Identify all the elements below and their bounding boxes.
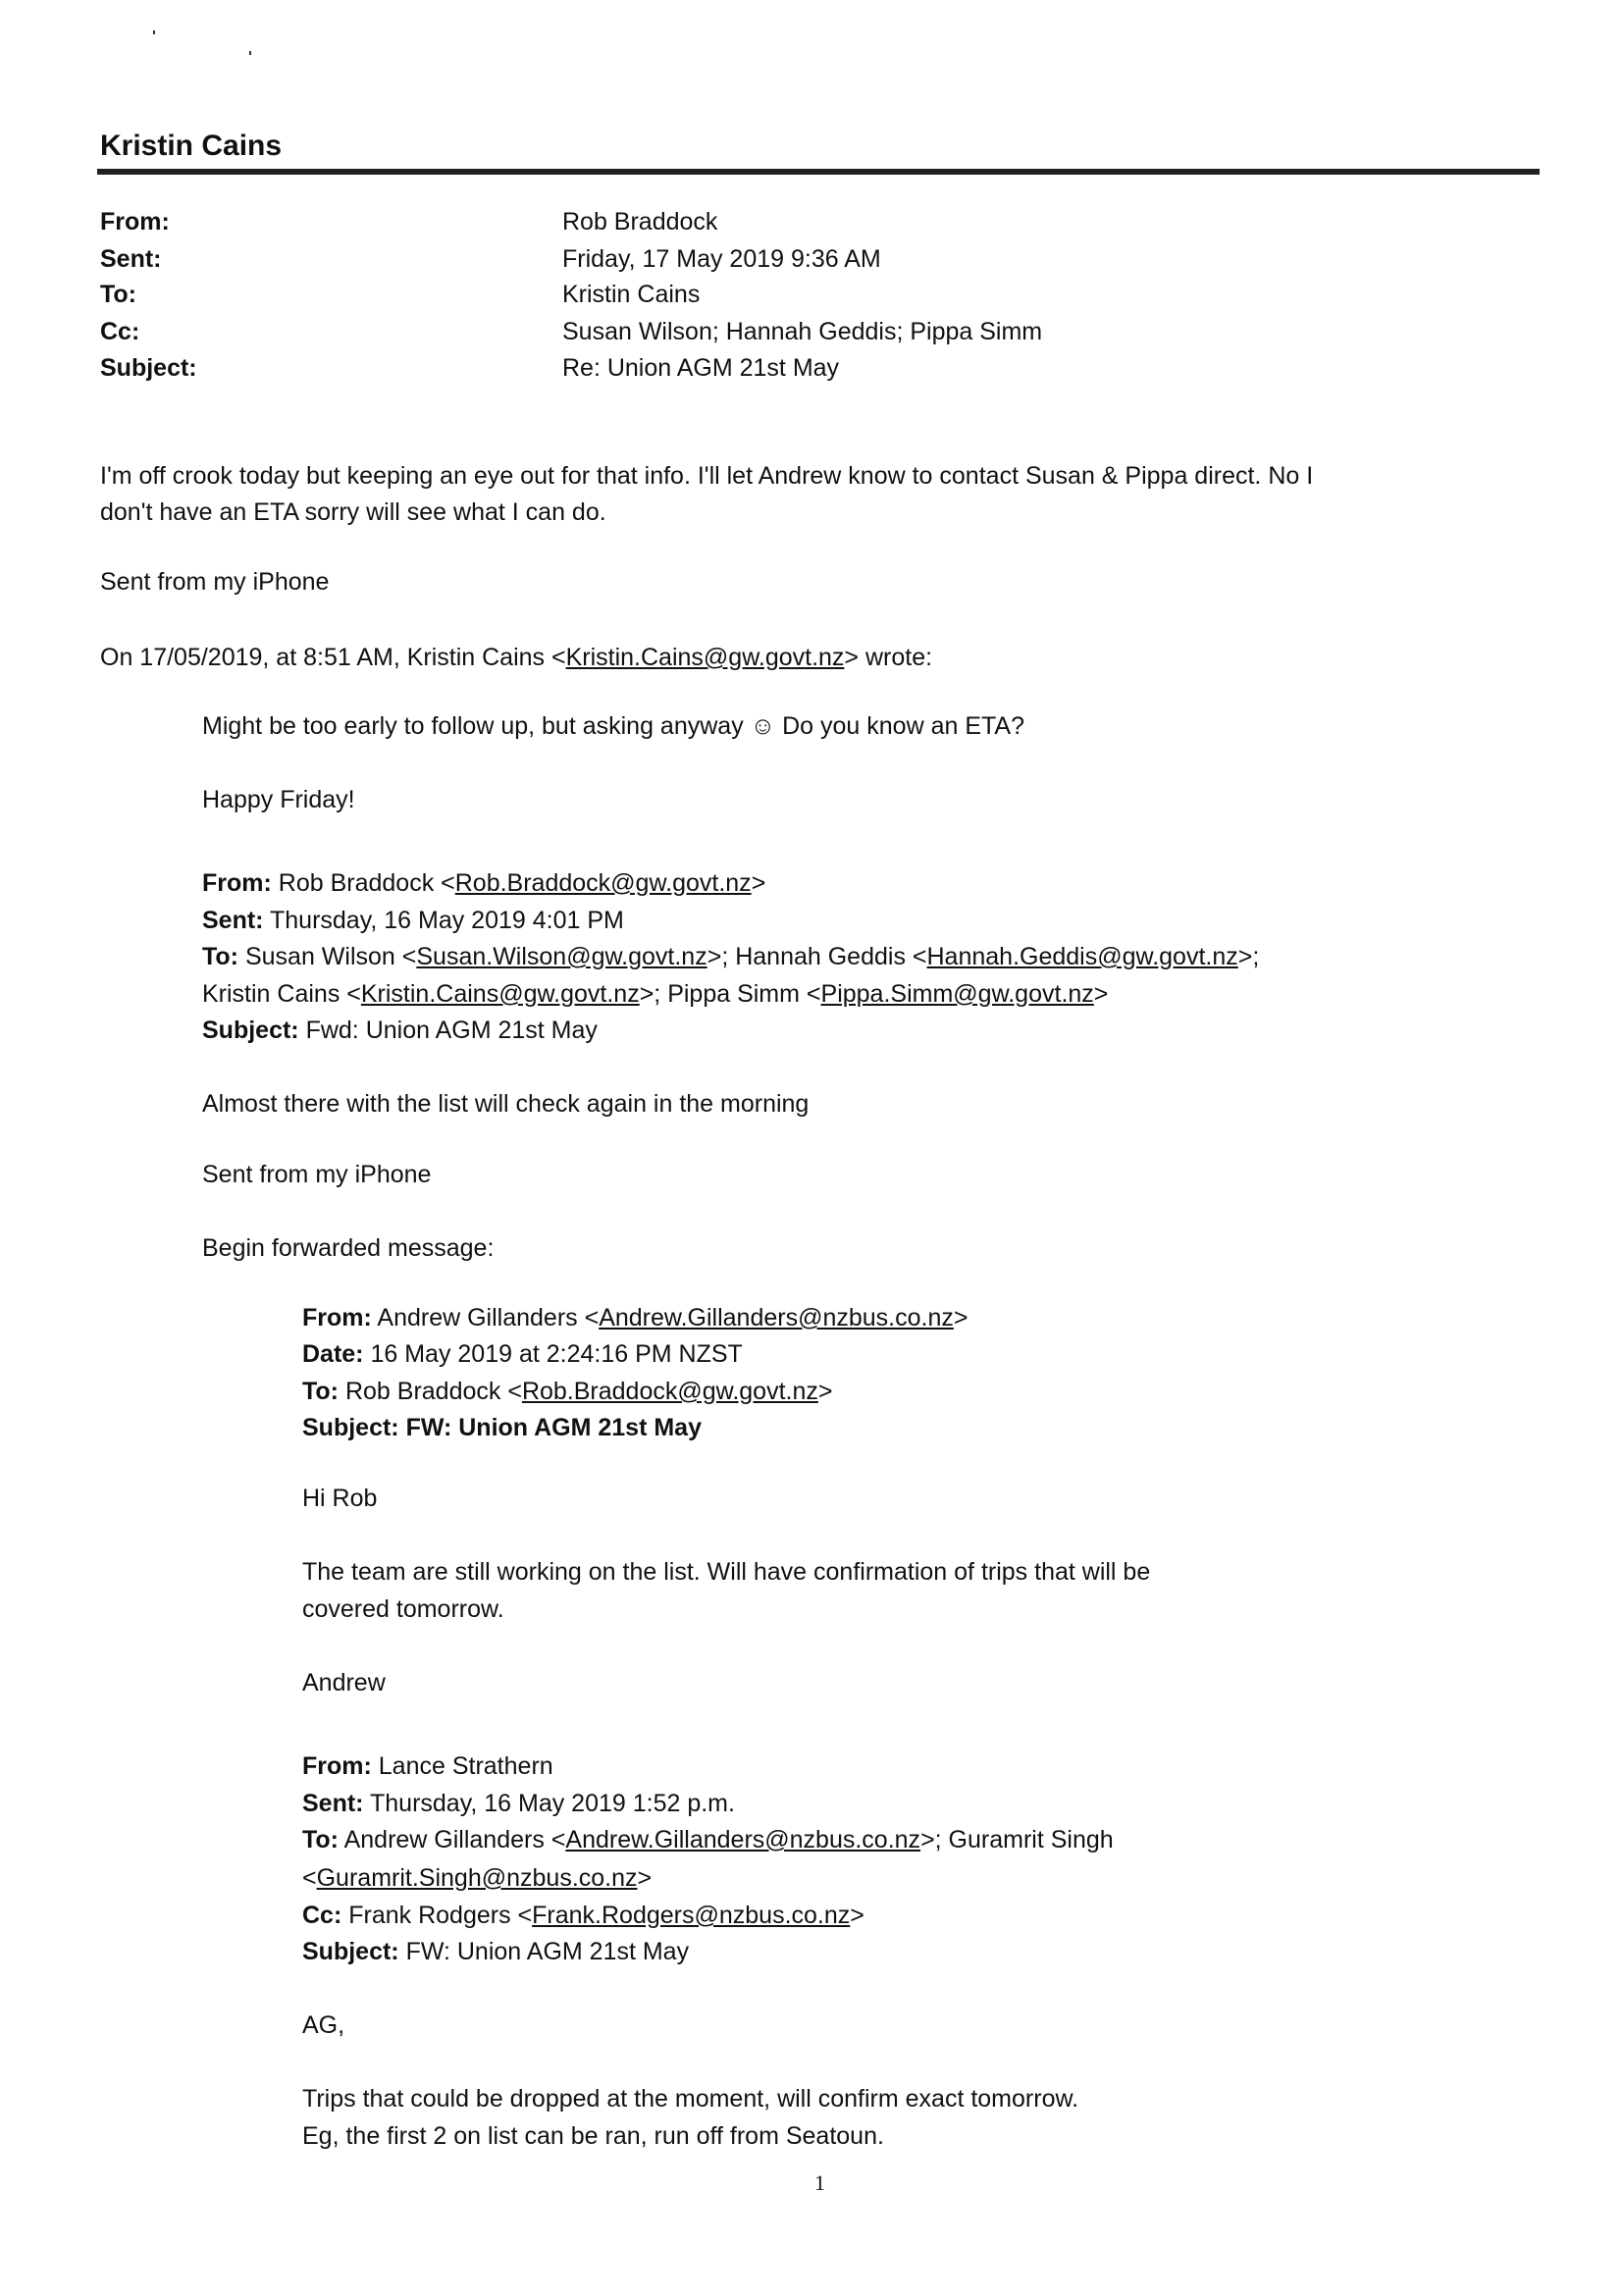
header-cc-label: Cc:: [100, 318, 140, 345]
email-link[interactable]: Rob.Braddock@gw.govt.nz: [454, 869, 752, 897]
email-link[interactable]: Rob.Braddock@gw.govt.nz: [521, 1378, 818, 1405]
greeting: Hi Rob: [302, 1485, 378, 1512]
header-to-label: To:: [100, 281, 137, 308]
header-subject-label: Subject:: [100, 354, 197, 382]
header-to: Kristin Cains: [562, 281, 701, 308]
msg-subject: Subject: FW: Union AGM 21st May: [302, 1414, 702, 1441]
msg-sent: Sent: Thursday, 16 May 2019 1:52 p.m.: [302, 1790, 735, 1817]
email-link[interactable]: Pippa.Simm@gw.govt.nz: [820, 980, 1094, 1008]
body-text: Almost there with the list will check again in the morning: [202, 1090, 810, 1118]
body-text: Eg, the first 2 on list can be ran, run off from Seatoun.: [302, 2122, 884, 2150]
header-cc: Susan Wilson; Hannah Geddis; Pippa Simm: [562, 318, 1043, 345]
signoff: Andrew: [302, 1669, 386, 1696]
header-from-label: From:: [100, 208, 170, 235]
msg-subject: Subject: FW: Union AGM 21st May: [302, 1938, 690, 1965]
page-number: 1: [814, 2170, 825, 2195]
body-text: Might be too early to follow up, but asking anyway ☺ Do you know an ETA?: [202, 712, 1025, 740]
email-link[interactable]: Kristin.Cains@gw.govt.nz: [565, 644, 845, 671]
body-text: Trips that could be dropped at the moment, will confirm exact tomorrow.: [302, 2085, 1079, 2113]
signature: Sent from my iPhone: [100, 568, 330, 596]
body-text: covered tomorrow.: [302, 1595, 504, 1623]
msg-from: From: Lance Strathern: [302, 1752, 553, 1780]
body-text: don't have an ETA sorry will see what I can do.: [100, 498, 606, 526]
greeting: AG,: [302, 2011, 345, 2039]
header-sent: Friday, 17 May 2019 9:36 AM: [562, 245, 881, 273]
msg-sent: Sent: Thursday, 16 May 2019 4:01 PM: [202, 907, 624, 934]
forward-label: Begin forwarded message:: [202, 1234, 495, 1262]
header-from: Rob Braddock: [562, 208, 718, 235]
msg-to: To: Susan Wilson <Susan.Wilson@gw.govt.nz>; Hannah Geddis <Hannah.Geddis@gw.govt.nz>;: [202, 943, 1260, 970]
msg-from: From: Andrew Gillanders <Andrew.Gillanders@nzbus.co.nz>: [302, 1304, 969, 1331]
signature: Sent from my iPhone: [202, 1161, 432, 1188]
msg-date: Date: 16 May 2019 at 2:24:16 PM NZST: [302, 1340, 743, 1368]
msg-subject: Subject: Fwd: Union AGM 21st May: [202, 1017, 598, 1044]
msg-to: To: Rob Braddock <Rob.Braddock@gw.govt.nz>: [302, 1378, 833, 1405]
msg-cc: Cc: Frank Rodgers <Frank.Rodgers@nzbus.co.nz>: [302, 1902, 864, 1929]
body-text: I'm off crook today but keeping an eye out for that info. I'll let Andrew know to contact Susan & Pippa direct. No I: [100, 462, 1314, 490]
msg-from: From: Rob Braddock <Rob.Braddock@gw.govt.nz>: [202, 869, 766, 897]
scan-speck: [249, 51, 251, 55]
msg-to: To: Andrew Gillanders <Andrew.Gillanders@nzbus.co.nz>; Guramrit Singh: [302, 1826, 1114, 1853]
msg-to-cont: Kristin Cains <Kristin.Cains@gw.govt.nz>; Pippa Simm <Pippa.Simm@gw.govt.nz>: [202, 980, 1109, 1008]
header-subject: Re: Union AGM 21st May: [562, 354, 840, 382]
page-title: Kristin Cains: [100, 130, 283, 162]
title-rule: [97, 169, 1540, 175]
scan-speck: [153, 30, 155, 34]
header-sent-label: Sent:: [100, 245, 162, 273]
body-text: Happy Friday!: [202, 786, 355, 813]
email-link[interactable]: Kristin.Cains@gw.govt.nz: [360, 980, 640, 1008]
body-text: The team are still working on the list. Will have confirmation of trips that will be: [302, 1558, 1151, 1586]
email-link[interactable]: Andrew.Gillanders@nzbus.co.nz: [565, 1826, 921, 1853]
msg-to-cont: <Guramrit.Singh@nzbus.co.nz>: [302, 1864, 653, 1892]
email-link[interactable]: Frank.Rodgers@nzbus.co.nz: [532, 1902, 851, 1929]
email-link[interactable]: Susan.Wilson@gw.govt.nz: [416, 943, 707, 970]
email-link[interactable]: Hannah.Geddis@gw.govt.nz: [926, 943, 1238, 970]
email-link[interactable]: Andrew.Gillanders@nzbus.co.nz: [599, 1304, 954, 1331]
email-link[interactable]: Guramrit.Singh@nzbus.co.nz: [316, 1864, 638, 1892]
quote-intro: On 17/05/2019, at 8:51 AM, Kristin Cains <Kristin.Cains@gw.govt.nz> wrote:: [100, 644, 933, 671]
